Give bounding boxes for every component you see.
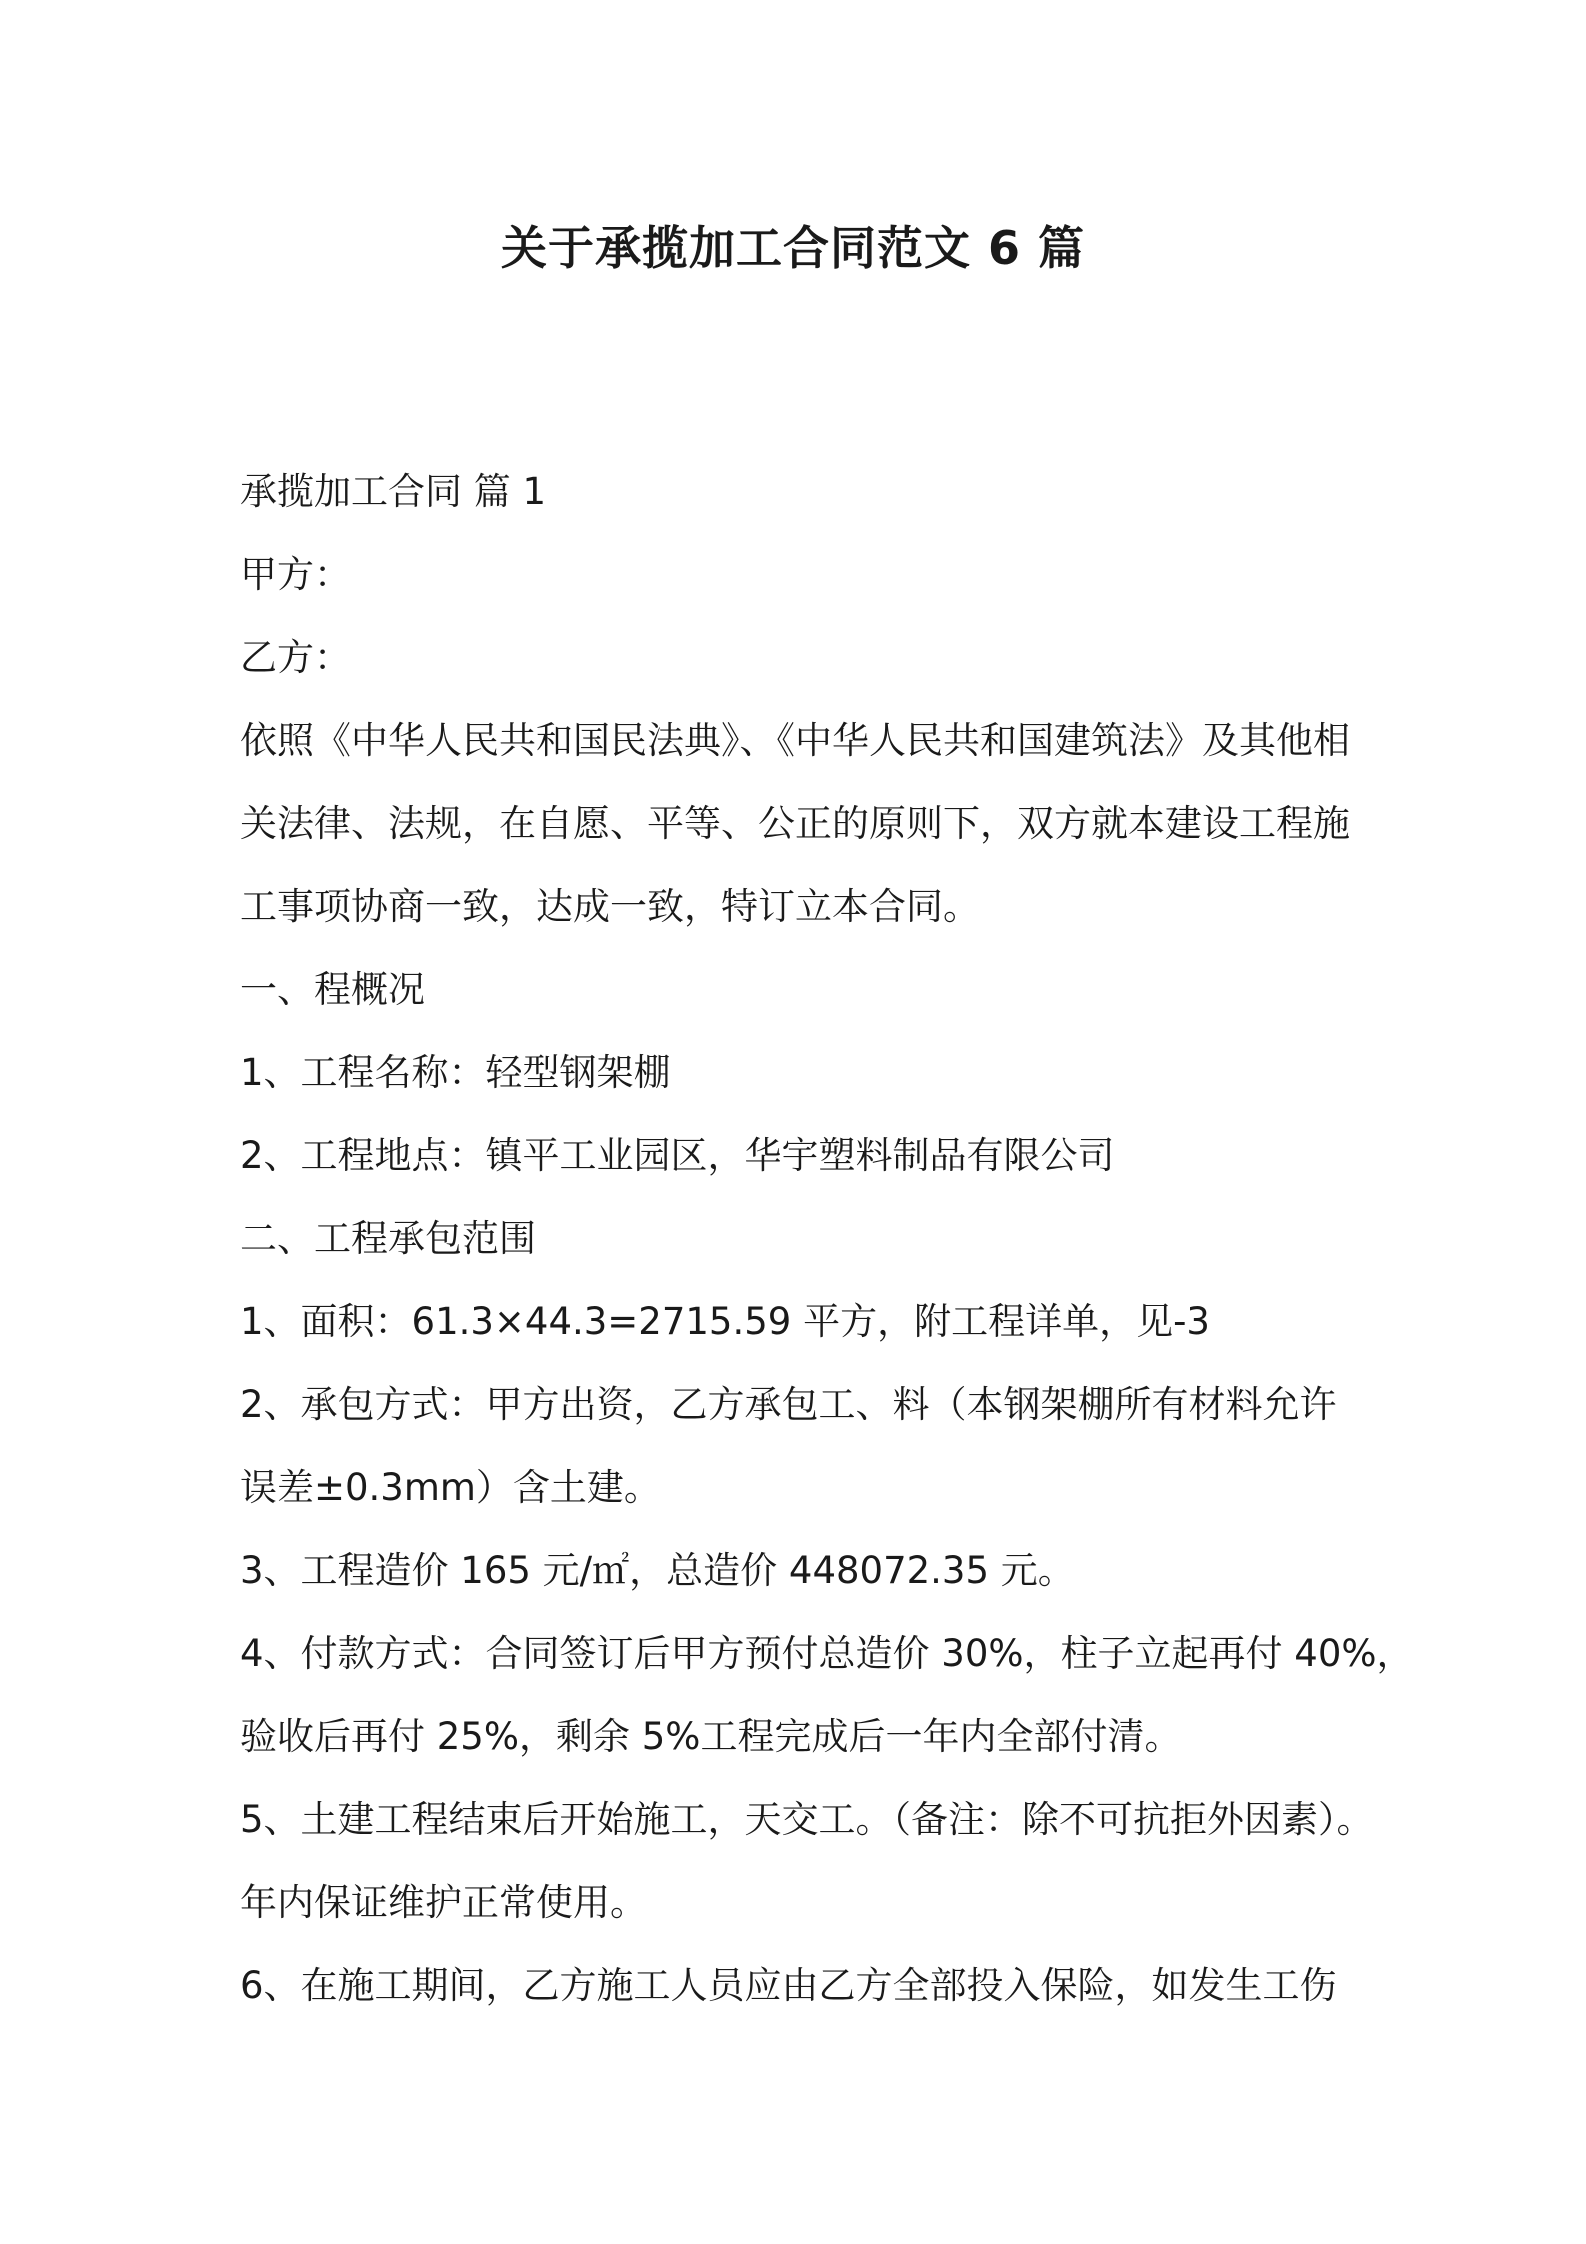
paragraph-line: 依照《中华人民共和国民法典》、《中华人民共和国建筑法》及其他相 — [240, 719, 1350, 762]
section-heading: 一、程概况 — [240, 968, 425, 1011]
paragraph-line: 误差±0.3mm）含土建。 — [240, 1466, 661, 1509]
party-b-line: 乙方： — [240, 636, 351, 679]
section-heading: 承揽加工合同 篇 1 — [240, 470, 547, 513]
paragraph-line: 5、土建工程结束后开始施工，天交工。（备注：除不可抗拒外因素）。 — [240, 1798, 1374, 1841]
paragraph-line: 6、在施工期间，乙方施工人员应由乙方全部投入保险，如发生工伤 — [240, 1964, 1337, 2007]
paragraph-line: 4、付款方式：合同签订后甲方预付总造价 30%，柱子立起再付 40%， — [240, 1632, 1414, 1675]
document-body — [240, 450, 1414, 2027]
paragraph-line: 1、面积：61.3×44.3=2715.59 平方，附工程详单，见-3 — [240, 1300, 1210, 1343]
paragraph-line: 验收后再付 25%，剩余 5%工程完成后一年内全部付清。 — [240, 1715, 1182, 1758]
paragraph-line: 2、工程地点：镇平工业园区，华宇塑料制品有限公司 — [240, 1134, 1115, 1177]
paragraph-line: 年内保证维护正常使用。 — [240, 1881, 647, 1924]
paragraph-line: 3、工程造价 165 元/㎡，总造价 448072.35 元。 — [240, 1549, 1075, 1592]
paragraph-line: 2、承包方式：甲方出资，乙方承包工、料（本钢架棚所有材料允许 — [240, 1383, 1337, 1426]
paragraph-line: 1、工程名称：轻型钢架棚 — [240, 1051, 671, 1094]
section-heading: 二、工程承包范围 — [240, 1217, 536, 1260]
party-a-line: 甲方： — [240, 553, 351, 596]
paragraph-line: 关法律、法规，在自愿、平等、公正的原则下，双方就本建设工程施 — [240, 802, 1350, 845]
document-title: 关于承揽加工合同范文 6 篇 — [500, 221, 1086, 275]
paragraph-line: 工事项协商一致，达成一致，特订立本合同。 — [240, 885, 980, 928]
